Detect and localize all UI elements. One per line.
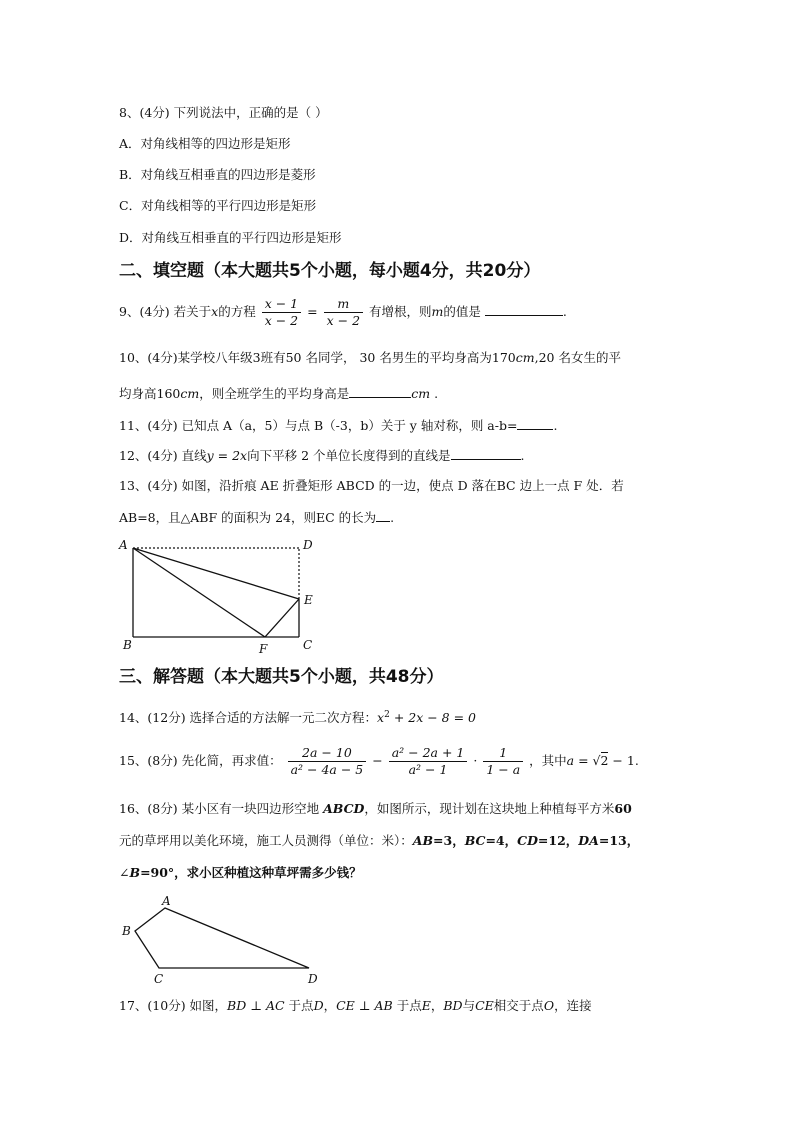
fig2-label-d: D (308, 972, 318, 986)
q11-answer-blank[interactable] (517, 416, 553, 430)
fig1-label-b: B (123, 638, 132, 652)
fig2-label-a: A (162, 894, 171, 908)
q9: 9、(4分) 若关于x的方程 $\frac{x - 1}{x - 2}$ = $\frac{m}{x - 2}$ 有增根，则m的值是 . (119, 296, 567, 328)
fig1-label-d: D (303, 538, 313, 552)
fig1-label-f: F (259, 642, 268, 655)
fig2-label-c: C (154, 972, 164, 986)
q10-line2: 均身高160cm，则全班学生的平均身高是 cm . (119, 386, 439, 401)
q15-fraction-1: $\frac{2a - 10}{\text{a² − 4a − 5}}$ (288, 745, 367, 778)
fig1-label-a: A (119, 538, 128, 552)
fig2-label-b: B (122, 924, 131, 938)
q8-option-c: C．对角线相等的平行四边形是矩形 (119, 198, 317, 213)
q9-fraction-2: $\frac{m}{x - 2}$ (324, 296, 363, 329)
q16-line2: 元的草坪用以美化环境，施工人员测得（单位：米）：AB=3，BC=4，CD=12，DA=13， (119, 833, 640, 848)
q17: 17、(10分) 如图，BD ⊥ AC 于点D，CE ⊥ AB 于点E，BD与CE相交于点O，连接 (119, 998, 592, 1013)
fig2-quadrilateral-outline (135, 908, 309, 968)
q10-line1: 10、(4分)某学校八年级3班有50 名同学， 30 名男生的平均身高为170cm,20 名女生的平 (119, 350, 621, 365)
q12-answer-blank[interactable] (451, 446, 521, 460)
q9-fraction-1: $\frac{x - 1}{x - 2}$ (262, 296, 301, 329)
q14: 14、(12分) 选择合适的方法解一元二次方程：$x^2 + 2x - 8 = 0$ (119, 710, 477, 726)
q13-line1: 13、(4分) 如图，沿折痕 AE 折叠矩形 ABCD 的一边，使点 D 落在BC 边上一点 F 处．若 (119, 478, 624, 493)
q12: 12、(4分) 直线y = 2x向下平移 2 个单位长度得到的直线是 . (119, 448, 525, 463)
q10-answer-blank[interactable] (349, 384, 411, 398)
q8-option-a: A．对角线相等的四边形是矩形 (119, 136, 291, 151)
q11: 11、(4分) 已知点 A（a，5）与点 B（-3，b）关于 y 轴对称，则 a-b= . (119, 418, 558, 433)
q13-line2: AB=8，且△ABF 的面积为 24，则EC 的长为 . (119, 510, 395, 525)
fig1-label-e: E (304, 593, 313, 607)
section-heading-solutions: 三、解答题（本大题共5个小题，共48分） (119, 667, 444, 687)
q15-fraction-2: $\frac{\text{a² − 2a + 1}}{\text{a² − 1}}$ (389, 745, 468, 778)
q8-stem: 8、(4分) 下列说法中，正确的是（ ） (119, 105, 328, 120)
fig1-crease-ae (133, 548, 299, 599)
section-heading-fill-blank: 二、填空题（本大题共5个小题，每小题4分，共20分） (119, 261, 541, 281)
q16-line3: ∠B=90°，求小区种植这种草坪需多少钱？ (119, 865, 362, 880)
q15: 15、(8分) 先化简，再求值： $\frac{2a - 10}{\text{a² − 4a − 5}}$ − $\frac{\text{a² − 2a + 1}}{\text{a² − 1}}$ · $\frac{1}{1 - a}$ ，其中a = √2 − 1. (119, 745, 639, 777)
figure-quadrilateral (118, 892, 333, 987)
figure-folded-rectangle (115, 535, 330, 655)
q8-option-b: B．对角线互相垂直的四边形是菱形 (119, 167, 316, 182)
q8-option-d: D．对角线互相垂直的平行四边形是矩形 (119, 230, 342, 245)
q16-line1: 16、(8分) 某小区有一块四边形空地 ABCD，如图所示，现计划在这块地上种植每平方米60 (119, 801, 632, 816)
q15-fraction-3: $\frac{1}{1 - a}$ (483, 745, 523, 778)
q13-answer-blank[interactable] (376, 508, 390, 522)
fig1-segment-fe (265, 599, 299, 637)
fig1-segment-af (133, 548, 265, 637)
q9-answer-blank[interactable] (485, 302, 563, 316)
fig1-label-c: C (303, 638, 313, 652)
sqrt-symbol: √ (592, 753, 601, 768)
